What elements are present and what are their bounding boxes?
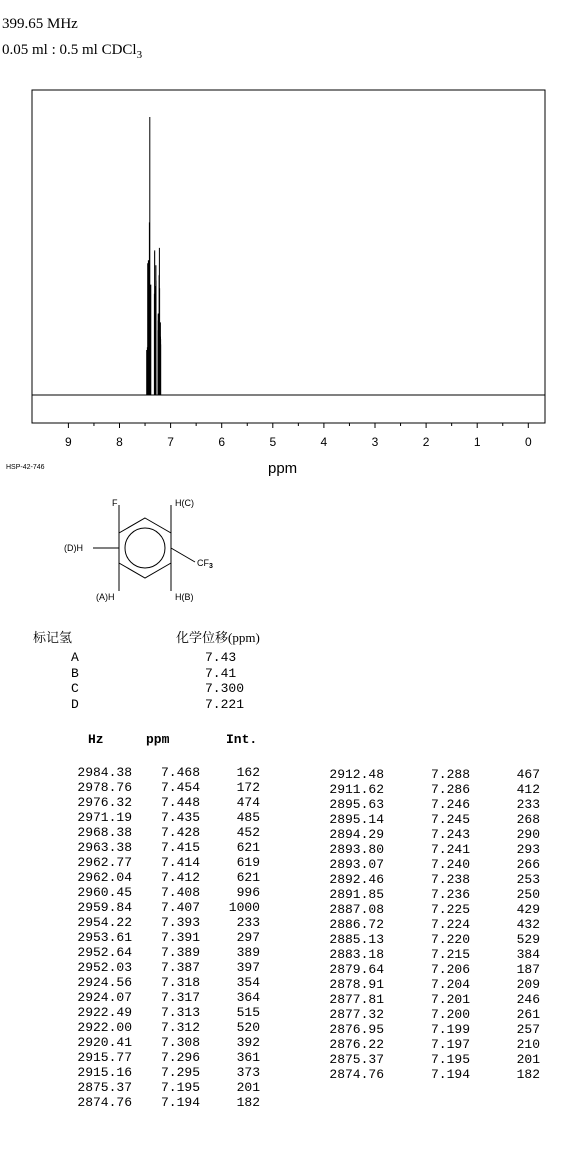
x-axis-label: ppm xyxy=(268,460,298,477)
ring-aromatic-circle xyxy=(125,528,165,568)
cell-hz: 2924.07 xyxy=(77,990,132,1005)
cell-ppm: 7.194 xyxy=(160,1095,200,1110)
cell-hz: 2922.00 xyxy=(77,1020,132,1035)
table-row xyxy=(30,900,260,915)
cell-hz: 2912.48 xyxy=(329,767,384,782)
cell-hz: 2894.29 xyxy=(329,827,384,842)
table-row xyxy=(30,930,260,945)
table-row xyxy=(30,1050,260,1065)
table-row xyxy=(30,1005,260,1020)
cell-hz: 2968.38 xyxy=(77,825,132,840)
cell-ppm: 7.215 xyxy=(430,947,470,962)
cell-ppm: 7.240 xyxy=(430,857,470,872)
cell-hz: 2877.81 xyxy=(329,992,384,1007)
cell-int: 392 xyxy=(236,1035,260,1050)
cell-int: 250 xyxy=(516,887,540,902)
spectrometer-frequency: 399.65 MHz xyxy=(2,16,78,32)
label-hc: H(C) xyxy=(175,498,194,508)
cell-ppm: 7.286 xyxy=(430,782,470,797)
cell-int: 293 xyxy=(516,842,540,857)
cell-hz: 2893.07 xyxy=(329,857,384,872)
table-row xyxy=(300,872,540,887)
table-row xyxy=(30,975,260,990)
table-row xyxy=(30,960,260,975)
cell-ppm: 7.195 xyxy=(430,1052,470,1067)
cell-ppm: 7.225 xyxy=(430,902,470,917)
cell-hz: 2874.76 xyxy=(77,1095,132,1110)
cell-hz: 2887.08 xyxy=(329,902,384,917)
x-tick-label: 7 xyxy=(167,435,174,449)
cell-ppm: 7.393 xyxy=(160,915,200,930)
x-tick-label: 0 xyxy=(524,435,532,449)
table-row xyxy=(300,962,540,977)
table-row xyxy=(300,1067,540,1082)
cell-ppm: 7.245 xyxy=(430,812,470,827)
cell-ppm: 7.435 xyxy=(160,810,200,825)
solvent-subscript: 3 xyxy=(136,49,143,61)
cell-ppm: 7.197 xyxy=(430,1037,470,1052)
table-row xyxy=(30,1080,260,1095)
table-row xyxy=(300,977,540,992)
peak-table-right xyxy=(300,767,540,1082)
cell-ppm: 7.201 xyxy=(430,992,470,1007)
cell-hz: 2953.61 xyxy=(77,930,132,945)
cell-int: 261 xyxy=(516,1007,540,1022)
cell-int: 619 xyxy=(236,855,260,870)
cell-ppm: 7.295 xyxy=(160,1065,200,1080)
label-cf3 xyxy=(197,558,213,570)
table-row xyxy=(300,1022,540,1037)
cell-int: 621 xyxy=(236,840,260,855)
cell-int: 187 xyxy=(516,962,540,977)
cell-int: 384 xyxy=(516,947,540,962)
cell-int: 621 xyxy=(236,870,260,885)
cell-hz: 2971.19 xyxy=(77,810,132,825)
spectrum-code: HSP-42-746 xyxy=(6,464,45,471)
table-row xyxy=(30,825,260,840)
cell-ppm: 7.220 xyxy=(430,932,470,947)
cell-ppm: 7.448 xyxy=(160,795,200,810)
cell-ppm: 7.412 xyxy=(160,870,200,885)
cell-hz: 2876.22 xyxy=(329,1037,384,1052)
cell-int: 201 xyxy=(236,1080,260,1095)
ring-hexagon xyxy=(119,518,171,578)
cell-hz: 2885.13 xyxy=(329,932,384,947)
cell-int: 389 xyxy=(236,945,260,960)
cell-int: 209 xyxy=(516,977,540,992)
cell-ppm: 7.313 xyxy=(160,1005,200,1020)
cell-hz: 2978.76 xyxy=(77,780,132,795)
cell-hz: 2876.95 xyxy=(329,1022,384,1037)
cell-hz: 2891.85 xyxy=(329,887,384,902)
cell-int: 210 xyxy=(516,1037,540,1052)
cell-int: 354 xyxy=(236,975,260,990)
x-tick-label: 1 xyxy=(473,435,481,449)
cell-hz: 2924.56 xyxy=(77,975,132,990)
cell-ppm: 7.308 xyxy=(160,1035,200,1050)
x-tick-label: 9 xyxy=(65,435,72,449)
cell-ppm: 7.199 xyxy=(430,1022,470,1037)
spectrum-trace xyxy=(38,117,544,395)
table-row xyxy=(300,917,540,932)
cell-ppm: 7.238 xyxy=(430,872,470,887)
cell-hz: 2879.64 xyxy=(329,962,384,977)
cell-int: 182 xyxy=(236,1095,260,1110)
cell-int: 452 xyxy=(236,825,260,840)
label-f: F xyxy=(112,498,118,508)
table-row xyxy=(300,767,540,782)
nmr-spectrum-chart xyxy=(0,0,570,470)
col-header-hz: Hz xyxy=(88,732,104,747)
table-row xyxy=(300,812,540,827)
cell-int: 467 xyxy=(516,767,540,782)
table-row xyxy=(300,782,540,797)
cell-ppm: 7.224 xyxy=(430,917,470,932)
cell-hz: 2960.45 xyxy=(77,885,132,900)
cell-hz: 2959.84 xyxy=(77,900,132,915)
cell-ppm: 7.415 xyxy=(160,840,200,855)
cell-hz: 2984.38 xyxy=(77,765,132,780)
table-row xyxy=(300,932,540,947)
cell-hz: 2952.03 xyxy=(77,960,132,975)
cell-int: 268 xyxy=(516,812,540,827)
cell-ppm: 7.206 xyxy=(430,962,470,977)
cell-hz: 2962.77 xyxy=(77,855,132,870)
assign-shift: 7.43 xyxy=(205,650,237,665)
cell-int: 485 xyxy=(236,810,260,825)
assign-shift: 7.41 xyxy=(205,665,237,681)
table-row xyxy=(30,765,260,780)
cell-ppm: 7.387 xyxy=(160,960,200,975)
table-row xyxy=(300,797,540,812)
cell-ppm: 7.391 xyxy=(160,930,200,945)
table-row xyxy=(300,842,540,857)
cell-int: 412 xyxy=(516,782,540,797)
cell-hz: 2893.80 xyxy=(329,842,384,857)
cell-int: 172 xyxy=(236,780,260,795)
cell-int: 364 xyxy=(236,990,260,1005)
x-tick-label: 5 xyxy=(269,435,277,449)
cell-hz: 2875.37 xyxy=(329,1052,384,1067)
cell-hz: 2976.32 xyxy=(77,795,132,810)
cell-int: 233 xyxy=(236,915,260,930)
x-tick-label: 6 xyxy=(218,435,226,449)
cell-ppm: 7.318 xyxy=(160,975,200,990)
table-row xyxy=(30,840,260,855)
table-row xyxy=(300,1007,540,1022)
cell-ppm: 7.246 xyxy=(430,797,470,812)
cell-ppm: 7.407 xyxy=(160,900,200,915)
assign-header-shift: 化学位移(ppm) xyxy=(176,630,260,645)
assign-shift: 7.300 xyxy=(205,681,245,697)
assign-label: D xyxy=(71,696,79,712)
assign-label: C xyxy=(71,681,79,697)
x-tick-label: 8 xyxy=(116,435,123,449)
cell-int: 397 xyxy=(236,960,260,975)
cell-hz: 2920.41 xyxy=(77,1035,132,1050)
cell-int: 529 xyxy=(516,932,540,947)
cell-int: 361 xyxy=(236,1050,260,1065)
table-row xyxy=(30,855,260,870)
cell-int: 290 xyxy=(516,827,540,842)
cell-ppm: 7.236 xyxy=(430,887,470,902)
benzene-ring xyxy=(93,505,195,591)
cell-hz: 2963.38 xyxy=(77,840,132,855)
cell-ppm: 7.389 xyxy=(160,945,200,960)
cell-int: 257 xyxy=(516,1022,540,1037)
table-row xyxy=(30,1035,260,1050)
table-row xyxy=(30,945,260,960)
assign-label: A xyxy=(71,650,79,665)
cell-int: 515 xyxy=(236,1005,260,1020)
label-ah: (A)H xyxy=(96,592,115,602)
cell-hz: 2883.18 xyxy=(329,947,384,962)
cell-ppm: 7.200 xyxy=(430,1007,470,1022)
cell-hz: 2875.37 xyxy=(77,1080,132,1095)
cell-ppm: 7.428 xyxy=(160,825,200,840)
col-header-int: Int. xyxy=(226,732,258,747)
cell-hz: 2915.16 xyxy=(77,1065,132,1080)
cell-int: 432 xyxy=(516,917,540,932)
cell-int: 182 xyxy=(516,1067,540,1082)
cell-int: 233 xyxy=(516,797,540,812)
cell-hz: 2915.77 xyxy=(77,1050,132,1065)
cell-hz: 2954.22 xyxy=(77,915,132,930)
table-row xyxy=(30,795,260,810)
x-tick-label: 3 xyxy=(371,435,379,449)
cell-hz: 2886.72 xyxy=(329,917,384,932)
cell-ppm: 7.408 xyxy=(160,885,200,900)
cell-hz: 2962.04 xyxy=(77,870,132,885)
x-tick-label: 4 xyxy=(320,435,328,449)
cell-int: 266 xyxy=(516,857,540,872)
table-row xyxy=(30,1020,260,1035)
cell-ppm: 7.194 xyxy=(430,1067,470,1082)
plot-frame xyxy=(32,90,545,423)
cell-hz: 2922.49 xyxy=(77,1005,132,1020)
cell-hz: 2895.63 xyxy=(329,797,384,812)
table-row xyxy=(300,827,540,842)
assign-shift: 7.221 xyxy=(205,696,245,712)
table-row xyxy=(30,780,260,795)
assign-header-label: 标记氢 xyxy=(33,630,73,645)
table-row xyxy=(300,992,540,1007)
cell-hz: 2877.32 xyxy=(329,1007,384,1022)
label-hb: H(B) xyxy=(175,592,194,602)
table-row xyxy=(300,887,540,902)
cell-int: 429 xyxy=(516,902,540,917)
cell-hz: 2892.46 xyxy=(329,872,384,887)
cell-hz: 2895.14 xyxy=(329,812,384,827)
cell-ppm: 7.243 xyxy=(430,827,470,842)
label-cf3-main: CF xyxy=(197,558,209,568)
cell-int: 474 xyxy=(236,795,260,810)
bond-cf3 xyxy=(171,548,195,562)
cell-hz: 2911.62 xyxy=(329,782,384,797)
cell-ppm: 7.317 xyxy=(160,990,200,1005)
cell-ppm: 7.312 xyxy=(160,1020,200,1035)
col-header-ppm: ppm xyxy=(146,732,170,747)
label-cf3-sub: 3 xyxy=(209,563,213,570)
cell-int: 162 xyxy=(236,765,260,780)
cell-ppm: 7.468 xyxy=(160,765,200,780)
peak-table-left xyxy=(30,765,260,1110)
cell-int: 201 xyxy=(516,1052,540,1067)
cell-int: 996 xyxy=(236,885,260,900)
cell-ppm: 7.241 xyxy=(430,842,470,857)
table-row xyxy=(30,1095,260,1110)
table-row xyxy=(30,810,260,825)
cell-hz: 2874.76 xyxy=(329,1067,384,1082)
cell-hz: 2952.64 xyxy=(77,945,132,960)
table-row xyxy=(300,857,540,872)
table-row xyxy=(30,870,260,885)
cell-int: 1000 xyxy=(228,900,260,915)
table-row xyxy=(30,990,260,1005)
table-row xyxy=(30,1065,260,1080)
table-row xyxy=(300,902,540,917)
label-dh: (D)H xyxy=(64,543,83,553)
table-row xyxy=(300,1052,540,1067)
solvent-text: 0.05 ml : 0.5 ml CDCl xyxy=(2,42,137,58)
table-row xyxy=(30,915,260,930)
cell-hz: 2878.91 xyxy=(329,977,384,992)
x-tick-label: 2 xyxy=(422,435,430,449)
cell-int: 246 xyxy=(516,992,540,1007)
assign-label: B xyxy=(71,665,79,681)
cell-int: 520 xyxy=(236,1020,260,1035)
cell-ppm: 7.454 xyxy=(160,780,200,795)
cell-ppm: 7.195 xyxy=(160,1080,200,1095)
cell-ppm: 7.288 xyxy=(430,767,470,782)
cell-ppm: 7.296 xyxy=(160,1050,200,1065)
cell-ppm: 7.204 xyxy=(430,977,470,992)
cell-int: 373 xyxy=(236,1065,260,1080)
table-row xyxy=(300,1037,540,1052)
table-row xyxy=(30,885,260,900)
cell-int: 297 xyxy=(236,930,260,945)
x-axis-ticks xyxy=(65,423,532,449)
cell-ppm: 7.414 xyxy=(160,855,200,870)
cell-int: 253 xyxy=(516,872,540,887)
table-row xyxy=(300,947,540,962)
